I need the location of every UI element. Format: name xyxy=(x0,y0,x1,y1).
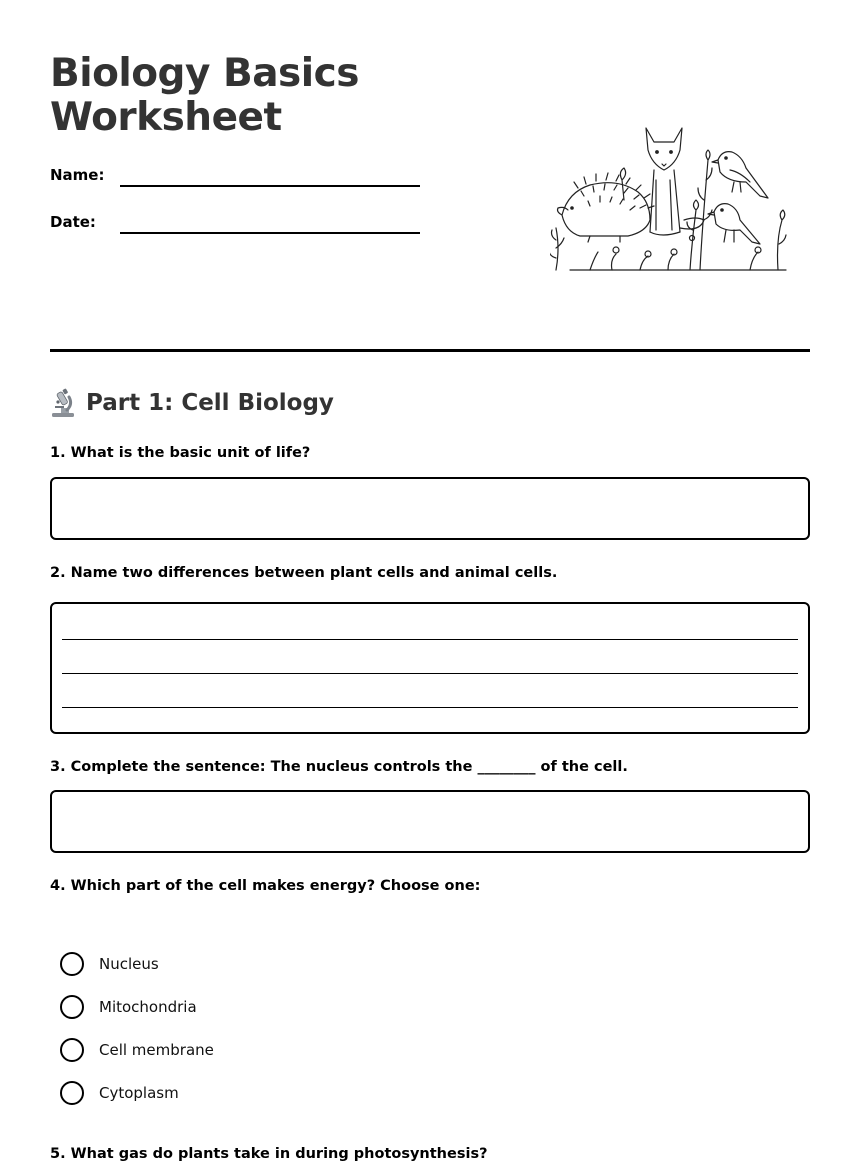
question-5: 5. What gas do plants take in during photosynthesis? xyxy=(50,1146,488,1161)
option-label: Cell membrane xyxy=(99,1040,214,1059)
option-label: Mitochondria xyxy=(99,997,197,1016)
radio-button[interactable] xyxy=(60,952,84,976)
option-cytoplasm[interactable] xyxy=(60,1071,214,1114)
date-field[interactable] xyxy=(50,213,420,243)
question-2: 2. Name two differences between plant cells and animal cells. xyxy=(50,565,558,581)
section-title-cell-biology xyxy=(50,388,334,418)
answer-box-1[interactable] xyxy=(50,477,810,540)
question-4: 4. Which part of the cell makes energy? Choose one: xyxy=(50,878,481,894)
option-cell-membrane[interactable] xyxy=(60,1028,214,1071)
radio-button[interactable] xyxy=(60,995,84,1019)
hedgehog-drawing xyxy=(558,173,655,242)
option-label: Nucleus xyxy=(99,954,159,973)
question-4-options xyxy=(60,942,214,1114)
option-nucleus[interactable] xyxy=(60,942,214,985)
name-label: Name: xyxy=(50,166,105,184)
radio-button[interactable] xyxy=(60,1081,84,1105)
question-3: 3. Complete the sentence: The nucleus controls the ________ of the cell. xyxy=(50,759,628,775)
date-label: Date: xyxy=(50,213,96,231)
title-line-2: Worksheet xyxy=(50,95,282,140)
answer-line xyxy=(62,707,798,708)
name-line[interactable] xyxy=(120,185,420,187)
option-label: Cytoplasm xyxy=(99,1083,179,1102)
date-line[interactable] xyxy=(120,232,420,234)
header-divider xyxy=(50,349,810,352)
option-mitochondria[interactable] xyxy=(60,985,214,1028)
answer-line xyxy=(62,639,798,640)
bird-top-drawing xyxy=(712,152,768,198)
radio-button[interactable] xyxy=(60,1038,84,1062)
answer-box-3[interactable] xyxy=(50,790,810,853)
woodland-animals-icon xyxy=(550,120,790,280)
answer-line xyxy=(62,673,798,674)
answer-box-2[interactable] xyxy=(50,602,810,734)
section-title-text: Part 1: Cell Biology xyxy=(86,390,334,416)
title-line-1: Biology Basics xyxy=(50,51,359,96)
worksheet-title xyxy=(50,52,359,140)
name-field[interactable] xyxy=(50,166,420,196)
microscope-icon xyxy=(50,388,76,418)
bird-bottom-drawing xyxy=(708,204,760,244)
question-1: 1. What is the basic unit of life? xyxy=(50,445,311,461)
